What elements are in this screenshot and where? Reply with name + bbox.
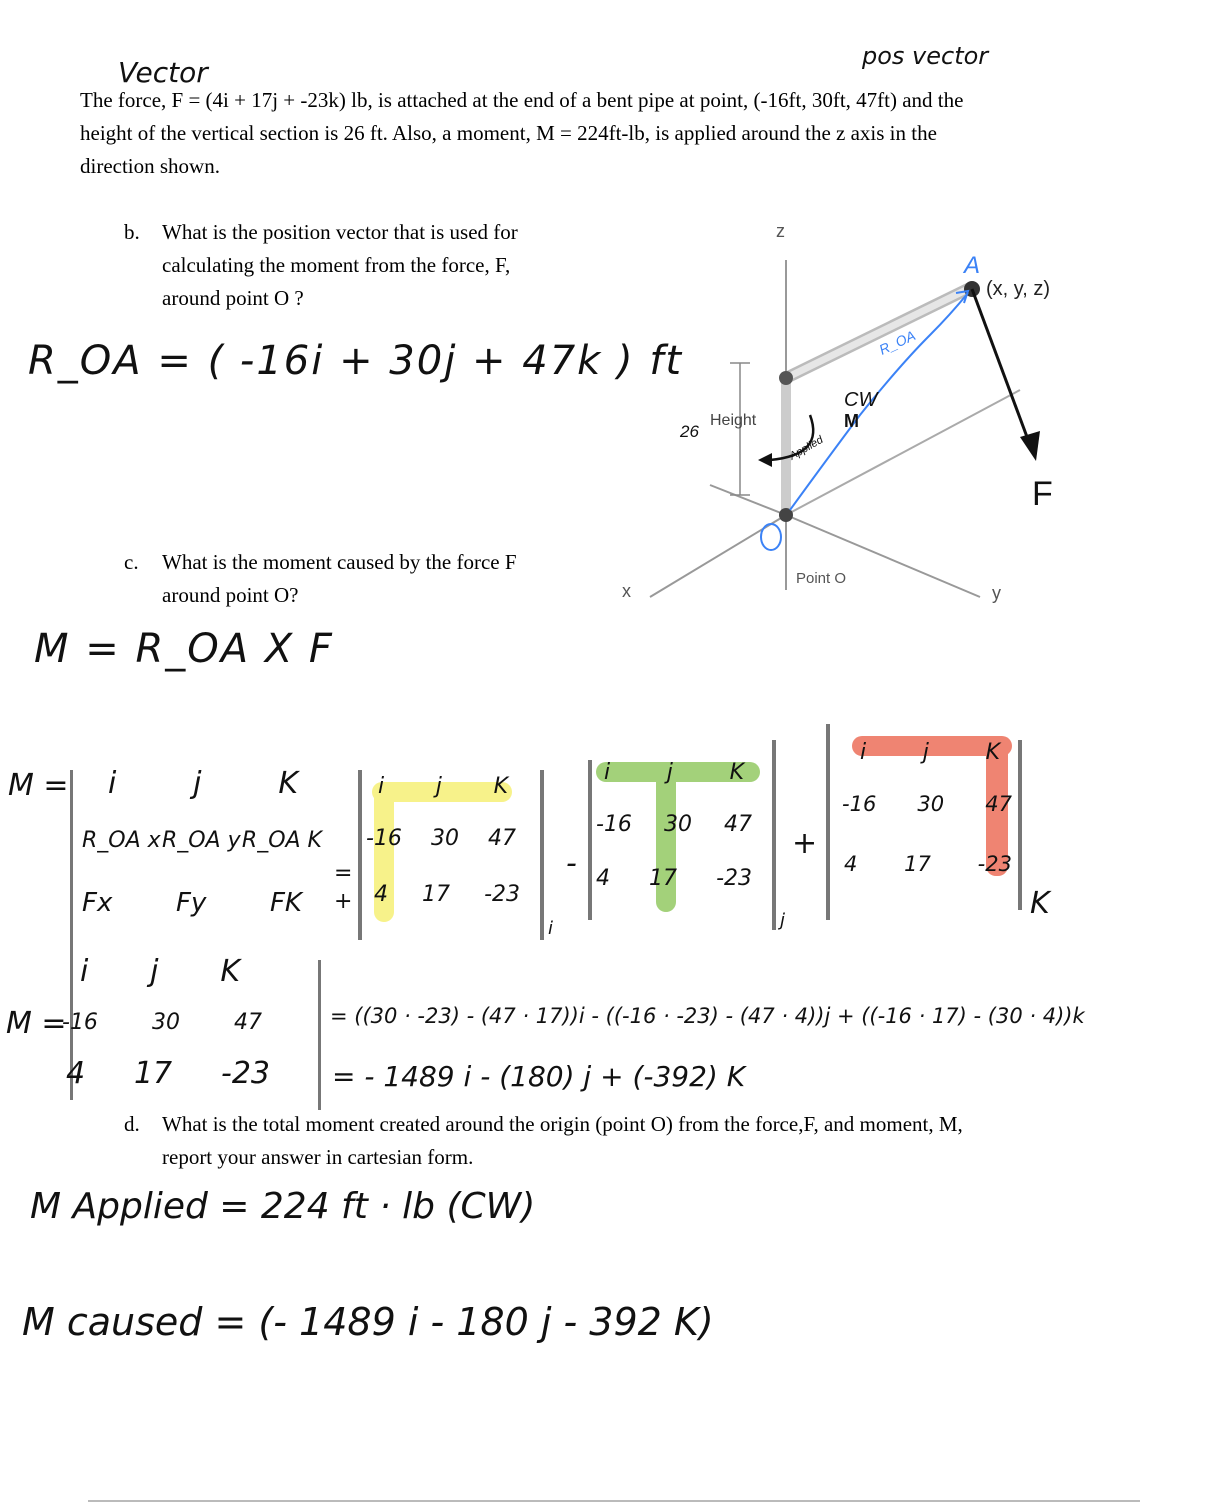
minor-bracket	[358, 770, 362, 940]
y-axis-negative	[710, 485, 786, 515]
question-c-line	[124, 546, 644, 579]
minor-cell: i	[604, 760, 611, 785]
det-cell: j	[193, 766, 202, 801]
moment-label: M	[844, 411, 859, 431]
question-d	[124, 1108, 1124, 1174]
question-c	[124, 546, 644, 612]
origin-handwritten-circle	[761, 524, 781, 550]
subscript-k: K	[1030, 886, 1050, 921]
minor-bracket	[540, 770, 544, 940]
minor-bracket	[588, 760, 592, 920]
minor-row	[842, 792, 1012, 816]
det-cell: -16	[62, 1010, 98, 1035]
det-cell: 4	[66, 1056, 86, 1091]
minor-cell: 47	[724, 812, 752, 837]
m2-row	[66, 1056, 270, 1091]
minor-cell: i	[860, 740, 867, 765]
minor-cell: 4	[374, 882, 388, 907]
m2-row	[62, 1010, 262, 1035]
minor-cell: 4	[596, 866, 610, 891]
minor-bracket	[772, 740, 776, 930]
question-text: What is the moment caused by the force F	[162, 550, 517, 574]
det-cell: i	[80, 954, 89, 989]
minor-cell: 47	[985, 792, 1012, 816]
det-cell: j	[150, 954, 159, 989]
minor-cell: -16	[842, 792, 877, 816]
caused-moment-answer: M caused = (- 1489 i - 180 j - 392 K)	[22, 1300, 714, 1344]
force-arrowhead	[1020, 431, 1040, 461]
minor-cell: j	[922, 740, 929, 765]
question-number: b.	[124, 220, 140, 244]
minor-row	[844, 852, 1012, 876]
minor-row	[596, 812, 752, 837]
determinant-bracket	[70, 770, 73, 1100]
det-cell: R_OA y	[161, 828, 241, 853]
minor-cell: i	[378, 774, 385, 799]
det-cell: Fy	[175, 888, 207, 918]
question-b-line: around point O ?	[162, 286, 304, 310]
det-force-row	[82, 888, 302, 918]
bent-pipe-diagram	[600, 205, 1200, 625]
minor-bracket	[826, 724, 830, 920]
projection-line	[786, 390, 1020, 515]
applied-handwritten: Applied	[787, 433, 826, 463]
minor-cell: K	[493, 774, 508, 799]
minor-header	[378, 774, 508, 799]
det-cell: 47	[234, 1010, 262, 1035]
minor-header	[860, 740, 1000, 765]
roa-handwritten: R_OA	[876, 327, 918, 358]
det-cell: R_OA K	[241, 828, 322, 853]
minor-cell: -23	[716, 866, 752, 891]
det-cell: 17	[133, 1056, 173, 1091]
point-coordinates-label: (x, y, z)	[986, 278, 1051, 300]
det-cell: FK	[269, 888, 302, 918]
problem-statement	[80, 84, 1200, 183]
pipe-bend	[779, 371, 793, 385]
question-number: c.	[124, 550, 139, 574]
det-cell: 30	[151, 1010, 180, 1035]
det-cell: R_OA x	[82, 828, 161, 853]
minus-sign: -	[566, 846, 577, 881]
subscript-j: j	[780, 910, 786, 931]
applied-moment-answer: M Applied = 224 ft · lb (CW)	[30, 1186, 536, 1227]
position-vector-answer: R_OA = ( -16i + 30j + 47k ) ft	[28, 338, 684, 384]
cross-product-result: = - 1489 i - (180) j + (-392) K	[332, 1060, 746, 1093]
minor-row	[596, 866, 752, 891]
vector-annotation: Vector	[118, 56, 208, 89]
z-axis-label: z	[776, 221, 785, 241]
y-axis-label: y	[992, 583, 1001, 603]
minor-cell: j	[666, 760, 673, 785]
cw-handwritten: CW	[844, 389, 878, 411]
det-cell: K	[220, 954, 240, 989]
force-vector	[972, 289, 1030, 445]
minor-cell: -16	[366, 826, 402, 851]
plus-sign: +	[792, 826, 818, 861]
subscript-i: i	[548, 918, 554, 939]
question-d-line: report your answer in cartesian form.	[162, 1145, 474, 1169]
point-o-label: Point O	[796, 570, 847, 587]
question-text: What is the position vector that is used for	[162, 220, 518, 244]
equals-plus: = +	[334, 861, 353, 914]
cross-product-expansion: = ((30 · -23) - (47 · 17))i - ((-16 · -23) - (47 · 4))j + ((-16 · 17) - (30 · 4))k	[330, 1004, 1085, 1028]
position-vector-line	[790, 293, 968, 510]
minor-cell: 30	[430, 826, 459, 851]
height-value-handwritten: 26	[680, 422, 699, 441]
det-position-row	[82, 828, 322, 853]
moment-symbol-2: M =	[6, 1006, 67, 1041]
height-label: Height	[710, 412, 757, 429]
problem-line: The force, F = (4i + 17j + -23k) lb, is attached at the end of a bent pipe at point, (-16ft, 30ft, 47ft) and the	[80, 88, 964, 112]
minor-cell: -23	[977, 852, 1012, 876]
det-cell: Fx	[82, 888, 113, 918]
minor-cell: 17	[422, 882, 451, 907]
point-a-handwritten: A	[964, 252, 981, 279]
problem-line: height of the vertical section is 26 ft. Also, a moment, M = 224ft-lb, is applied around the z axis in the	[80, 121, 937, 145]
minor-cell: -16	[596, 812, 632, 837]
moment-formula: M = R_OA X F	[34, 626, 334, 672]
minor-cell: -23	[484, 882, 520, 907]
minor-cell: K	[729, 760, 744, 785]
moment-arrowhead	[758, 453, 772, 467]
question-number: d.	[124, 1112, 140, 1136]
x-axis-label: x	[622, 581, 631, 601]
minor-bracket	[1018, 740, 1022, 910]
pos-vector-annotation: pos vector	[862, 42, 989, 70]
minor-cell: 30	[663, 812, 692, 837]
problem-line: direction shown.	[80, 154, 220, 178]
horizontal-pipe-highlight	[786, 287, 972, 378]
question-b-line: calculating the moment from the force, F,	[162, 253, 511, 277]
minor-cell: 47	[488, 826, 516, 851]
det-header-row	[108, 766, 298, 801]
question-b	[124, 216, 644, 315]
det-cell: K	[278, 766, 298, 801]
minor-cell: 4	[844, 852, 858, 876]
minor-cell: 30	[917, 792, 945, 816]
minor-cell: j	[435, 774, 442, 799]
question-c-line: around point O?	[162, 583, 299, 607]
minor-header	[604, 760, 744, 785]
minor-row	[374, 882, 520, 907]
minor-row	[366, 826, 516, 851]
minor-cell: K	[985, 740, 1000, 765]
m2-header-row	[80, 954, 240, 989]
force-label: F	[1032, 475, 1053, 513]
question-d-line	[124, 1108, 1124, 1141]
moment-symbol: M =	[8, 768, 69, 803]
question-text: What is the total moment created around the origin (point O) from the force,F, and moment, M,	[162, 1112, 963, 1136]
determinant-bracket	[318, 960, 321, 1110]
det-cell: -23	[221, 1056, 270, 1091]
minor-cell: 17	[649, 866, 678, 891]
page-divider	[88, 1500, 1140, 1502]
question-b-line	[124, 216, 644, 249]
det-cell: i	[108, 766, 117, 801]
minor-cell: 17	[904, 852, 931, 876]
